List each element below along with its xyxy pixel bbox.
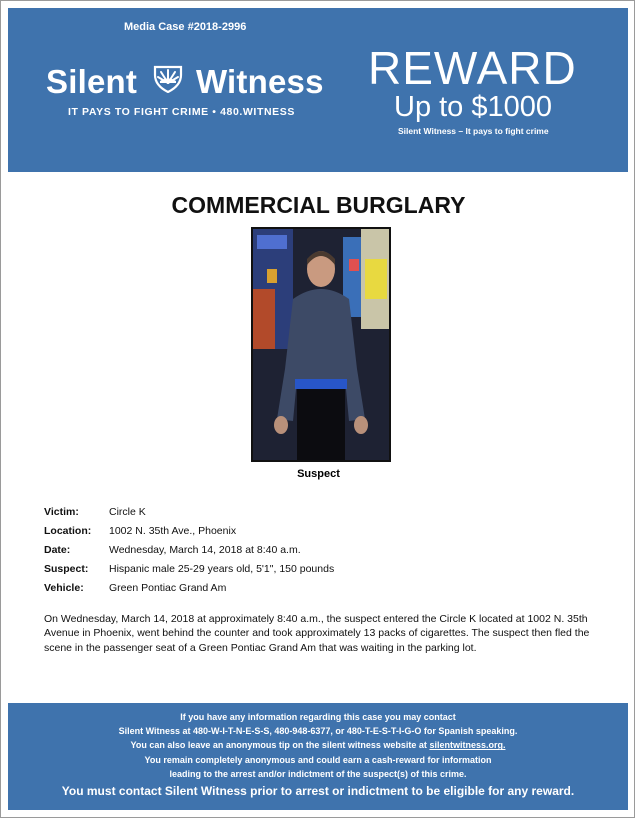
case-title: COMMERCIAL BURGLARY [171, 192, 466, 218]
logo-tagline: IT PAYS TO FIGHT CRIME • 480.WITNESS [68, 106, 295, 118]
footer-eligibility-notice: You must contact Silent Witness prior to arrest or indictment to be eligible for any reward. [61, 784, 575, 799]
detail-value: Hispanic male 25-29 years old, 5'1", 150 pounds [109, 563, 335, 575]
shield-sunburst-icon [151, 59, 185, 93]
reward-heading: REWARD [368, 42, 577, 94]
detail-value: Circle K [109, 506, 146, 518]
silent-witness-logo [46, 63, 346, 123]
reward-amount: Up to $1000 [394, 91, 553, 123]
detail-value: 1002 N. 35th Ave., Phoenix [109, 525, 237, 537]
suspect-photo-illustration [253, 229, 389, 460]
footer-anonymous-line: You remain completely anonymous and could earn a cash-reward for information [144, 754, 492, 765]
footer-banner [8, 703, 628, 810]
logo-word-witness: Witness [196, 63, 324, 100]
website-link[interactable]: silentwitness.org. [429, 740, 506, 751]
photo-caption: Suspect [297, 468, 340, 480]
reward-tagline: Silent Witness – It pays to fight crime [398, 126, 549, 136]
detail-value: Wednesday, March 14, 2018 at 8:40 a.m. [109, 544, 301, 556]
media-case-number: Media Case #2018-2996 [124, 21, 247, 33]
suspect-photo [251, 227, 391, 462]
detail-label: Victim: [44, 506, 79, 518]
logo-word-silent: Silent [46, 63, 138, 100]
detail-label: Vehicle: [44, 582, 84, 594]
footer-contact-line: If you have any information regarding this case you may contact [180, 712, 456, 722]
footer-website-line [8, 738, 628, 752]
footer-phone-line: Silent Witness at 480-W-I-T-N-E-S-S, 480-948-6377, or 480-T-E-S-T-I-G-O for Spanish speaking. [118, 726, 518, 737]
detail-label: Date: [44, 544, 71, 556]
detail-value: Green Pontiac Grand Am [109, 582, 227, 594]
header-banner [8, 8, 628, 172]
case-description: On Wednesday, March 14, 2018 at approximately 8:40 a.m., the suspect entered the Circle K located at 1002 N. 35th Avenue in Phoenix, went behind the counter and took approximately 13 packs of cigarettes. The suspect then fled the scene in the passenger seat of a Green Pontiac Grand Am that was waiting in the parking lot. [44, 613, 590, 654]
detail-label: Location: [44, 525, 92, 537]
footer-arrest-line: leading to the arrest and/or indictment of the suspect(s) of this crime. [169, 768, 467, 779]
detail-label: Suspect: [44, 563, 89, 575]
footer-website-prefix: You can also leave an anonymous tip on the silent witness website at [130, 740, 430, 751]
